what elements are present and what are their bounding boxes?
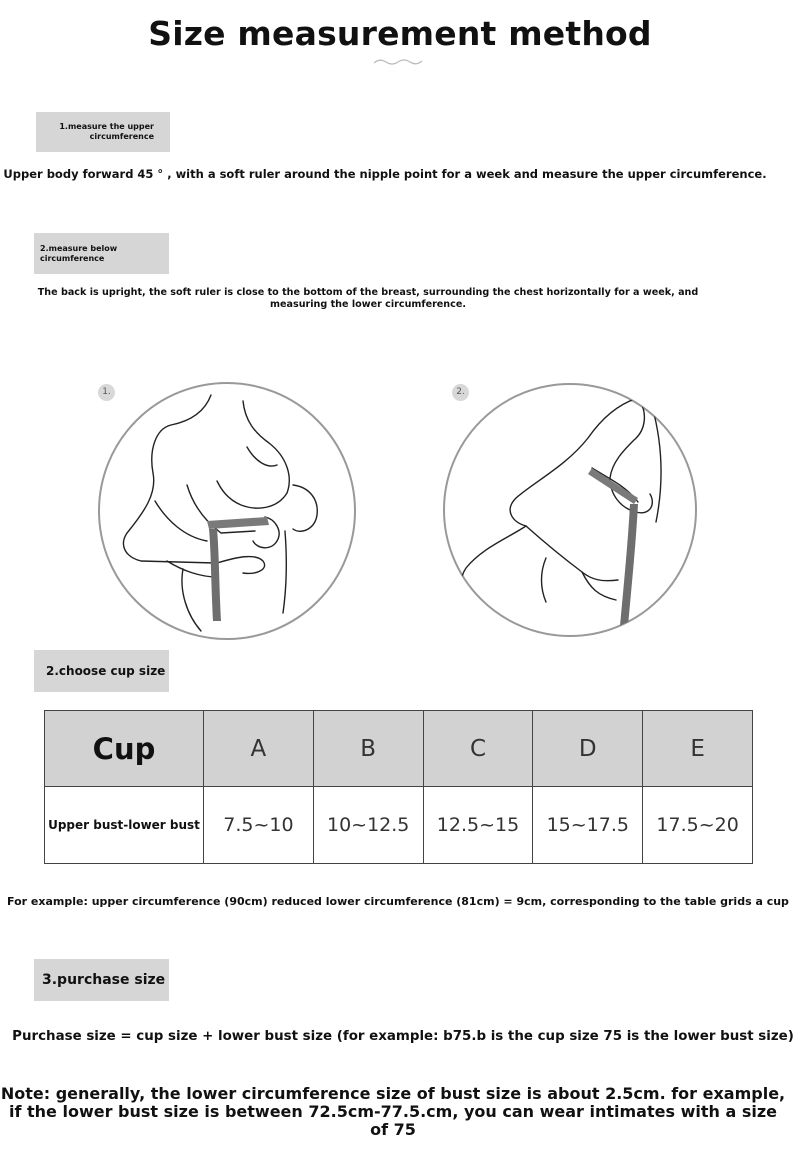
cup-header-cell: E [643, 711, 753, 787]
cup-header-row [45, 711, 753, 787]
bust-difference-row [45, 787, 753, 864]
measure-upper-description: Upper body forward 45 ° , with a soft ruler around the nipple point for a week and measure the upper circumference. [3, 167, 767, 181]
purchase-size-tag: 3.purchase size [34, 959, 169, 1001]
cup-header-cell: D [533, 711, 643, 787]
bust-difference-cell: 12.5~15 [423, 787, 533, 864]
cup-header-cell: C [423, 711, 533, 787]
purchase-size-formula: Purchase size = cup size + lower bust size (for example: b75.b is the cup size 75 is the lower bust size) [12, 1029, 794, 1044]
upper-measurement-illustration [97, 381, 359, 643]
lower-measurement-illustration [442, 382, 700, 640]
bust-difference-cell: 15~17.5 [533, 787, 643, 864]
measure-lower-description: The back is upright, the soft ruler is close to the bottom of the breast, surrounding the chest horizontally for a week, and measuring the lower circumference. [37, 287, 699, 310]
cup-size-table [44, 710, 753, 864]
bust-difference-cell: 10~12.5 [313, 787, 423, 864]
measure-lower-tag: 2.measure below circumference [34, 233, 169, 274]
cup-header-cell: A [204, 711, 314, 787]
cup-header-cell: B [313, 711, 423, 787]
bust-difference-label: Upper bust-lower bust [45, 787, 204, 864]
cup-header-cell: Cup [45, 711, 204, 787]
choose-cup-size-tag: 2.choose cup size [34, 650, 169, 692]
cup-size-example: For example: upper circumference (90cm) reduced lower circumference (81cm) = 9cm, corresponding to the table grids a cup [7, 895, 789, 908]
bust-difference-cell: 7.5~10 [204, 787, 314, 864]
bust-difference-cell: 17.5~20 [643, 787, 753, 864]
measure-upper-tag: 1.measure the upper circumference [36, 112, 170, 152]
illustration-number-1: 1. [98, 384, 115, 401]
page-title: Size measurement method [148, 14, 652, 53]
title-wave-divider [372, 57, 424, 67]
size-note: Note: generally, the lower circumference size of bust size is about 2.5cm. for example, if the lower bust size is between 72.5cm-77.5.cm, you can wear intimates with a size of 75 [0, 1084, 786, 1139]
illustration-number-2: 2. [452, 384, 469, 401]
